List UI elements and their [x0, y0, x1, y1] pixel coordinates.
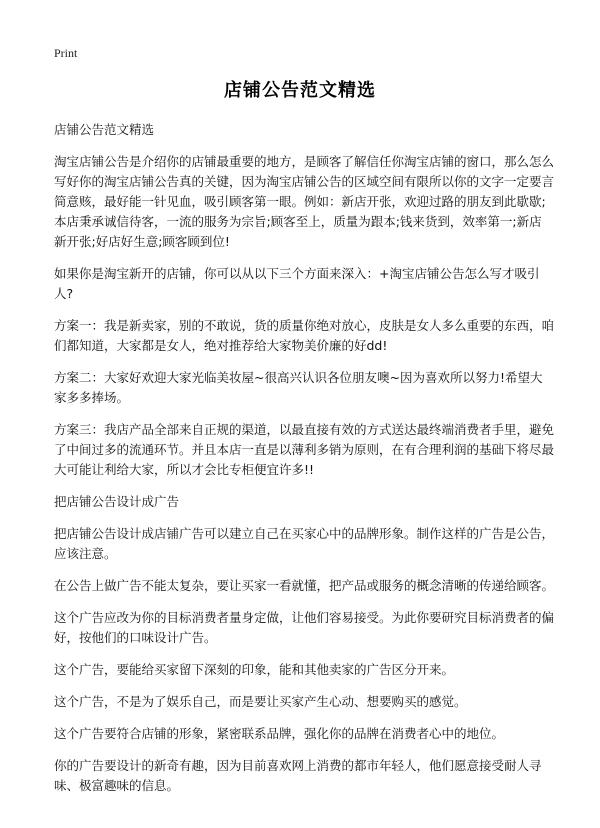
paragraph-plan-2: 方案二：大家好欢迎大家光临美妆屋~很高兴认识各位朋友噢~因为喜欢所以努力!希望大家多多捧场。	[54, 370, 543, 405]
print-link[interactable]: Print	[54, 46, 78, 60]
paragraph-ad-brand: 把店铺公告设计成店铺广告可以建立自己在买家心中的品牌形象。制作这样的广告是公告，应该注意。	[54, 526, 555, 561]
paragraph-ad-novel: 你的广告要设计的新奇有趣，因为目前喜欢网上消费的都市年轻人，他们愿意接受耐人寻味、极富趣味的信息。	[54, 758, 542, 793]
article-body	[54, 120, 554, 808]
article-subtitle: 店铺公告范文精选	[54, 122, 155, 137]
page-title: 店铺公告范文精选	[224, 80, 376, 101]
paragraph-ad-impression: 这个广告，要能给买家留下深刻的印象，能和其他卖家的广告区分开来。	[54, 662, 455, 677]
paragraph-ad-target: 这个广告应改为你的目标消费者量身定做，让他们容易接受。为此你要研究目标消费者的偏好，按他们的口味设计广告。	[54, 610, 555, 645]
paragraph-ad-image: 这个广告要符合店铺的形象，紧密联系品牌，强化你的品牌在消费者心中的地位。	[54, 726, 505, 741]
paragraph-ad-simple: 在公告上做广告不能太复杂，要让买家一看就懂，把产品或服务的概念清晰的传递给顾客。	[54, 578, 555, 593]
paragraph-new-shop: 如果你是淘宝新开的店铺，你可以从以下三个方面来深入：+淘宝店铺公告怎么写才吸引人?	[54, 266, 540, 301]
paragraph-plan-3: 方案三：我店产品全部来自正规的渠道，以最直接有效的方式送达最终端消费者手里，避免了中间过多的流通环节。并且本店一直是以薄利多销为原则，在有合理利润的基础下将尽最大可能让利给大家，所以才会比专柜便宜许多!!	[54, 422, 555, 477]
section-heading-ad: 把店铺公告设计成广告	[54, 494, 180, 509]
paragraph-intro: 淘宝店铺公告是介绍你的店铺最重要的地方，是顾客了解信任你淘宝店铺的窗口，那么怎么写好你的淘宝店铺公告真的关键，因为淘宝店铺公告的区域空间有限所以你的文字一定要言简意赅，最好能一针见血，吸引顾客第一眼。例如：新店开张，欢迎过路的朋友到此歇歇;本店秉承诚信待客，一流的服务为宗旨;顾客至上，质量为跟本;钱来货到，效率第一;新店新开张;好店好生意;顾客顾到位!	[54, 154, 555, 249]
paragraph-plan-1: 方案一：我是新卖家，别的不敢说，货的质量你绝对放心，皮肤是女人多么重要的东西，咱们都知道，大家都是女人，绝对推荐给大家物美价廉的好dd!	[54, 318, 555, 353]
paragraph-ad-purpose: 这个广告，不是为了娱乐自己，而是要让买家产生心动、想要购买的感觉。	[54, 694, 467, 709]
